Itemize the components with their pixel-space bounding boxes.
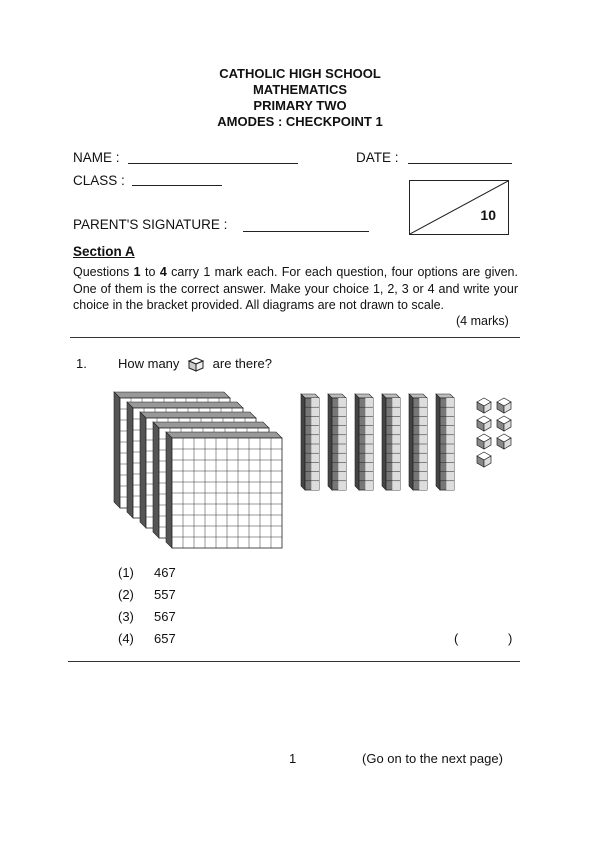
tens-rods (301, 394, 454, 490)
ten-rod (301, 394, 319, 490)
class-label: CLASS : (73, 173, 125, 188)
ones-cubes (477, 398, 511, 467)
option-4[interactable]: (4) 657 (118, 631, 176, 646)
section-marks: (4 marks) (456, 314, 509, 328)
divider-top (70, 337, 520, 338)
score-total: 10 (480, 207, 496, 223)
divider-bottom (68, 661, 520, 662)
page-number: 1 (289, 751, 297, 766)
one-cube (497, 398, 511, 413)
one-cube (497, 434, 511, 449)
name-label: NAME : (73, 150, 120, 165)
subject-title: MATHEMATICS (252, 82, 348, 97)
option-1[interactable]: (1) 467 (118, 565, 176, 580)
one-cube (497, 416, 511, 431)
first-question-ref: 1 (133, 265, 141, 279)
one-cube (477, 398, 491, 413)
ten-rod (355, 394, 373, 490)
ten-rod (409, 394, 427, 490)
level-title: PRIMARY TWO (253, 98, 347, 113)
ten-rod (436, 394, 454, 490)
one-cube (477, 416, 491, 431)
question-number: 1. (76, 356, 87, 371)
answer-bracket-open: ( (454, 631, 459, 646)
base-ten-blocks-figure (110, 390, 530, 550)
answer-bracket-close: ) (508, 631, 513, 646)
score-box[interactable] (409, 180, 509, 235)
signature-label: PARENT'S SIGNATURE : (73, 217, 228, 232)
one-cube (477, 452, 491, 467)
next-page-note: (Go on to the next page) (362, 751, 503, 766)
cube-icon (187, 356, 205, 372)
class-field[interactable] (132, 185, 222, 186)
hundred-flat (166, 432, 282, 548)
section-title: Section A (73, 244, 135, 259)
option-3[interactable]: (3) 567 (118, 609, 176, 624)
date-label: DATE : (356, 150, 399, 165)
signature-field[interactable] (243, 231, 369, 232)
ten-rod (382, 394, 400, 490)
name-field[interactable] (128, 163, 298, 164)
hundreds-flats (114, 392, 282, 548)
question-text: How many are there? (118, 356, 272, 371)
last-question-ref: 4 (159, 265, 167, 279)
date-field[interactable] (408, 163, 512, 164)
section-instructions: Questions 1 to 4 carry 1 mark each. For each question, four options are given. One of them is the correct answer. Make your choice 1, 2, 3 or 4 and write your choice in the bracket provided. All diagrams are not drawn to scale. (73, 265, 518, 312)
test-title: AMODES : CHECKPOINT 1 (217, 114, 383, 129)
option-2[interactable]: (2) 557 (118, 587, 176, 602)
one-cube (477, 434, 491, 449)
school-name: CATHOLIC HIGH SCHOOL (219, 66, 381, 81)
answer-field[interactable] (464, 629, 506, 647)
ten-rod (328, 394, 346, 490)
